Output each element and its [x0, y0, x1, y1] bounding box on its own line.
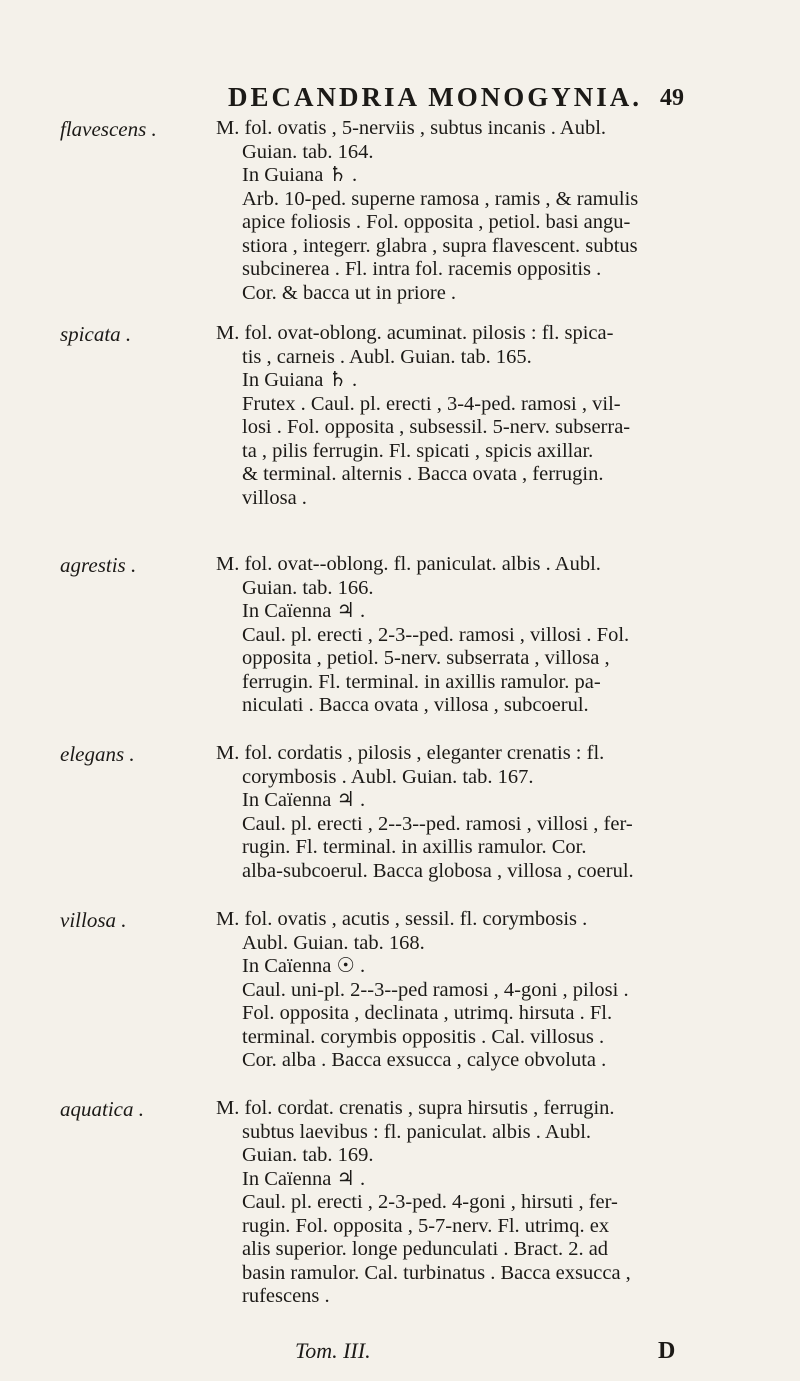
description-line: rufescens .: [242, 1285, 330, 1307]
description-line: Fol. opposita , declinata , utrimq. hirsuta . Fl.: [242, 1002, 613, 1024]
description-line: Guian. tab. 166.: [242, 576, 374, 599]
description-line: & terminal. alternis . Bacca ovata , ferrugin.: [242, 463, 604, 485]
description-line: M. fol. ovat--oblong. fl. paniculat. albis . Aubl.: [216, 553, 601, 575]
description-line: In Guiana ♄ .: [242, 369, 358, 391]
species-epithet: aquatica .: [60, 1097, 144, 1121]
description-line: In Caïenna ☉ .: [242, 955, 366, 977]
description-line: M. fol. ovat-oblong. acuminat. pilosis : fl. spica-: [216, 322, 614, 344]
species-epithet: villosa .: [60, 908, 127, 932]
description-line: stiora , integerr. glabra , supra flavescent. subtus: [242, 234, 638, 257]
description-line: apice foliosis . Fol. opposita , petiol. basi angu-: [242, 211, 631, 233]
description-line: niculati . Bacca ovata , villosa , subcoerul.: [242, 694, 589, 716]
species-epithet: spicata .: [60, 322, 132, 346]
description-line: alba-subcoerul. Bacca globosa , villosa , coerul.: [242, 859, 634, 882]
running-head: [0, 82, 800, 112]
description-line: Frutex . Caul. pl. erecti , 3-4-ped. ramosi , vil-: [242, 392, 621, 415]
description-line: terminal. corymbis oppositis . Cal. villosus .: [242, 1025, 605, 1048]
tome-label: Tom. III.: [295, 1338, 371, 1363]
description-line: opposita , petiol. 5-nerv. subserrata , villosa ,: [242, 647, 610, 669]
species-description: [216, 117, 716, 305]
species-epithet: flavescens .: [60, 117, 157, 141]
species-description: [216, 1097, 716, 1309]
description-line: M. fol. ovatis , 5-nerviis , subtus incanis . Aubl.: [216, 117, 607, 139]
description-line: Caul. pl. erecti , 2-3--ped. ramosi , villosi . Fol.: [242, 623, 630, 646]
description-line: Caul. pl. erecti , 2--3--ped. ramosi , villosi , fer-: [242, 812, 633, 835]
description-line: losi . Fol. opposita , subsessil. 5-nerv. subserra-: [242, 416, 631, 438]
species-description: [216, 908, 716, 1073]
page-number: 49: [660, 85, 684, 111]
description-line: subcinerea . Fl. intra fol. racemis oppositis .: [242, 258, 602, 280]
description-line: rugin. Fol. opposita , 5-7-nerv. Fl. utrimq. ex: [242, 1214, 610, 1237]
description-line: M. fol. cordat. crenatis , supra hirsutis , ferrugin.: [216, 1097, 615, 1119]
description-line: basin ramulor. Cal. turbinatus . Bacca exsucca ,: [242, 1261, 631, 1284]
description-line: alis superior. longe pedunculati . Bract. 2. ad: [242, 1238, 609, 1260]
description-line: rugin. Fl. terminal. in axillis ramulor. Cor.: [242, 836, 587, 858]
species-description: [216, 742, 716, 883]
species-description: [216, 553, 716, 718]
description-line: Aubl. Guian. tab. 168.: [242, 931, 425, 954]
description-line: Caul. uni-pl. 2--3--ped ramosi , 4-goni , pilosi .: [242, 978, 629, 1001]
description-line: villosa .: [242, 486, 307, 509]
description-line: ferrugin. Fl. terminal. in axillis ramulor. pa-: [242, 670, 601, 693]
description-line: Cor. & bacca ut in priore .: [242, 281, 457, 304]
description-line: Guian. tab. 169.: [242, 1144, 374, 1166]
description-line: Caul. pl. erecti , 2-3-ped. 4-goni , hirsuti , fer-: [242, 1191, 618, 1213]
species-epithet: elegans .: [60, 742, 135, 766]
description-line: tis , carneis . Aubl. Guian. tab. 165.: [242, 345, 532, 368]
description-line: In Guiana ♄ .: [242, 164, 358, 186]
description-line: Cor. alba . Bacca exsucca , calyce obvoluta .: [242, 1049, 607, 1071]
description-line: corymbosis . Aubl. Guian. tab. 167.: [242, 765, 534, 788]
description-line: ta , pilis ferrugin. Fl. spicati , spicis axillar.: [242, 439, 594, 462]
description-line: Arb. 10-ped. superne ramosa , ramis , & ramulis: [242, 187, 639, 210]
description-line: In Caïenna ♃ .: [242, 1167, 366, 1190]
description-line: M. fol. cordatis , pilosis , eleganter crenatis : fl.: [216, 742, 605, 764]
description-line: In Caïenna ♃ .: [242, 600, 366, 622]
page-footer: [0, 1338, 800, 1368]
description-line: In Caïenna ♃ .: [242, 789, 366, 811]
species-epithet: agrestis .: [60, 553, 137, 577]
species-description: [216, 322, 716, 510]
description-line: Guian. tab. 164.: [242, 140, 374, 163]
running-title: DECANDRIA MONOGYNIA.: [228, 82, 643, 112]
signature-mark: D: [658, 1338, 676, 1364]
description-line: subtus laevibus : fl. paniculat. albis . Aubl.: [242, 1120, 592, 1143]
description-line: M. fol. ovatis , acutis , sessil. fl. corymbosis .: [216, 908, 588, 930]
